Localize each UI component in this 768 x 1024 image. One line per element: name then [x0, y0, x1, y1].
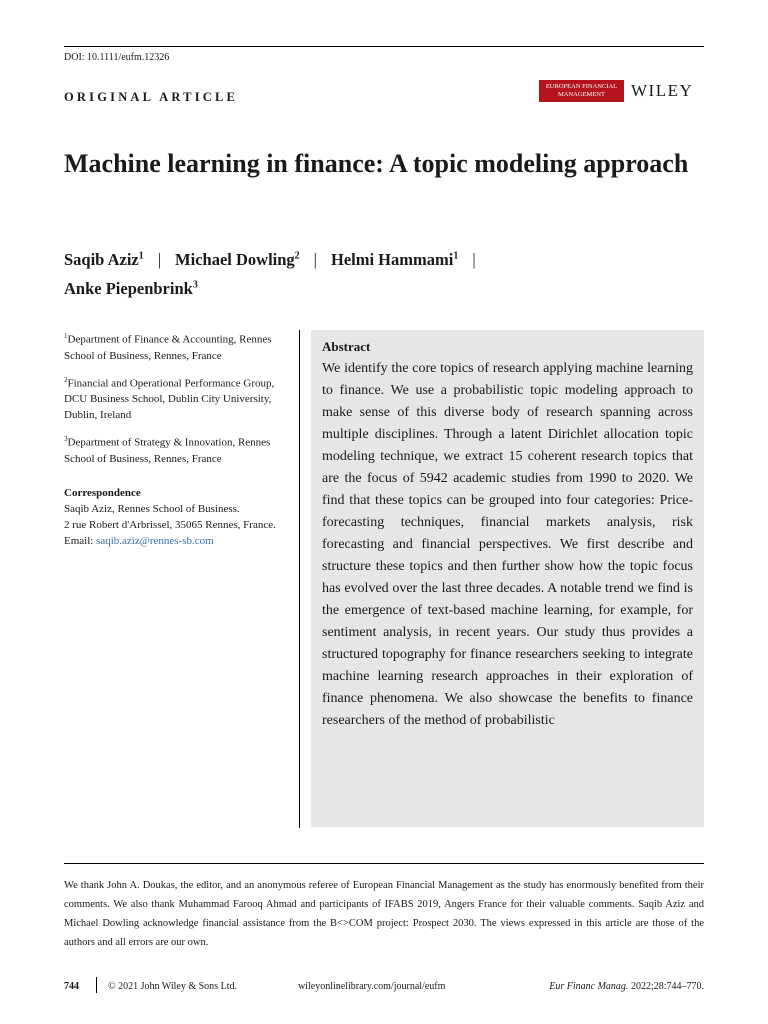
journal-logo-text: EUROPEAN FINANCIAL MANAGEMENT [545, 83, 618, 98]
author: Helmi Hammami$^1$ [330, 249, 459, 269]
publisher-logo: WILEY [631, 81, 694, 100]
article-type: ORIGINAL ARTICLE [64, 90, 239, 104]
author-list [64, 243, 704, 302]
doi: DOI: 10.1111/eufm.12326 [64, 52, 170, 63]
correspondence-line: 2 rue Robert d'Arbrissel, 35065 Rennes, France. [64, 518, 276, 531]
author: Saqib Aziz$^1$ [64, 249, 144, 269]
journal-logo [539, 80, 624, 102]
author-separator: | [313, 249, 317, 269]
affiliation: $^1$Department of Finance & Accounting, Rennes School of Business, Rennes, France [64, 332, 272, 362]
affiliation: $^3$Department of Strategy & Innovation, Rennes School of Business, Rennes, France [64, 435, 271, 465]
author: Anke Piepenbrink$^3$ [64, 279, 198, 298]
author-separator: | [472, 249, 476, 269]
author: Michael Dowling$^2$ [175, 249, 300, 269]
acknowledgement-footnote: We thank John A. Doukas, the editor, and an anonymous referee of European Financial Management as the study has enormously benefited from their comments. We also thank Muhammad Farooq Ahmad and participants of IFABS 2019, Angers France for their valuable comments. Saqib Aziz and Michael Dowling acknowledge financial assistance from the B<>COM project: Prospect 2030. The views expressed in this article are those of the authors and all errors are our own. [64, 880, 704, 948]
abstract-text: We identify the core topics of research applying machine learning to finance. We use a probabilistic topic modeling approach to make sense of this diverse body of research spanning across multiple disciplines. Through a latent Dirichlet allocation topic modeling technique, we extract 15 coherent research topics that are the focus of 5942 academic studies from 1990 to 2020. We find that these topics can be grouped into four categories: Price-forecasting techniques, financial markets analysis, risk forecasting and financial perspectives. We first describe and structure these topics and then further show how the topic focus has evolved over the last three decades. A notable trend we find is the emergence of text-based machine learning, for example, for sentiment analysis, in recent years. Our study thus provides a structured topography for finance researchers seeking to integrate machine learning research approaches in their exploration of finance phenomena. We also showcase the benefits to finance researchers of the method of probabilistic [322, 361, 693, 728]
abstract-heading: Abstract [322, 339, 371, 354]
footnote-rule [64, 863, 704, 864]
affiliations [64, 328, 290, 549]
citation: Eur Financ Manag. 2022;28:744–770. [549, 981, 704, 992]
affiliation: $^2$Financial and Operational Performance Group, DCU Business School, Dublin City University, Dublin, Ireland [64, 375, 275, 422]
author-separator: | [157, 249, 162, 269]
copyright: © 2021 John Wiley & Sons Ltd. [108, 981, 237, 992]
abstract-box [311, 330, 704, 827]
correspondence-heading: Correspondence [64, 486, 141, 499]
top-rule [64, 46, 704, 47]
footer-divider [96, 977, 97, 993]
correspondence-line: Saqib Aziz, Rennes School of Business. [64, 502, 240, 515]
column-divider [299, 330, 300, 828]
journal-url[interactable]: wileyonlinelibrary.com/journal/eufm [298, 981, 446, 992]
paper-title: Machine learning in finance: A topic modeling approach [64, 149, 689, 178]
page-number: 744 [64, 981, 79, 992]
email-link[interactable]: saqib.aziz@rennes-sb.com [96, 534, 214, 547]
correspondence-email: Email: saqib.aziz@rennes-sb.com [64, 534, 214, 547]
